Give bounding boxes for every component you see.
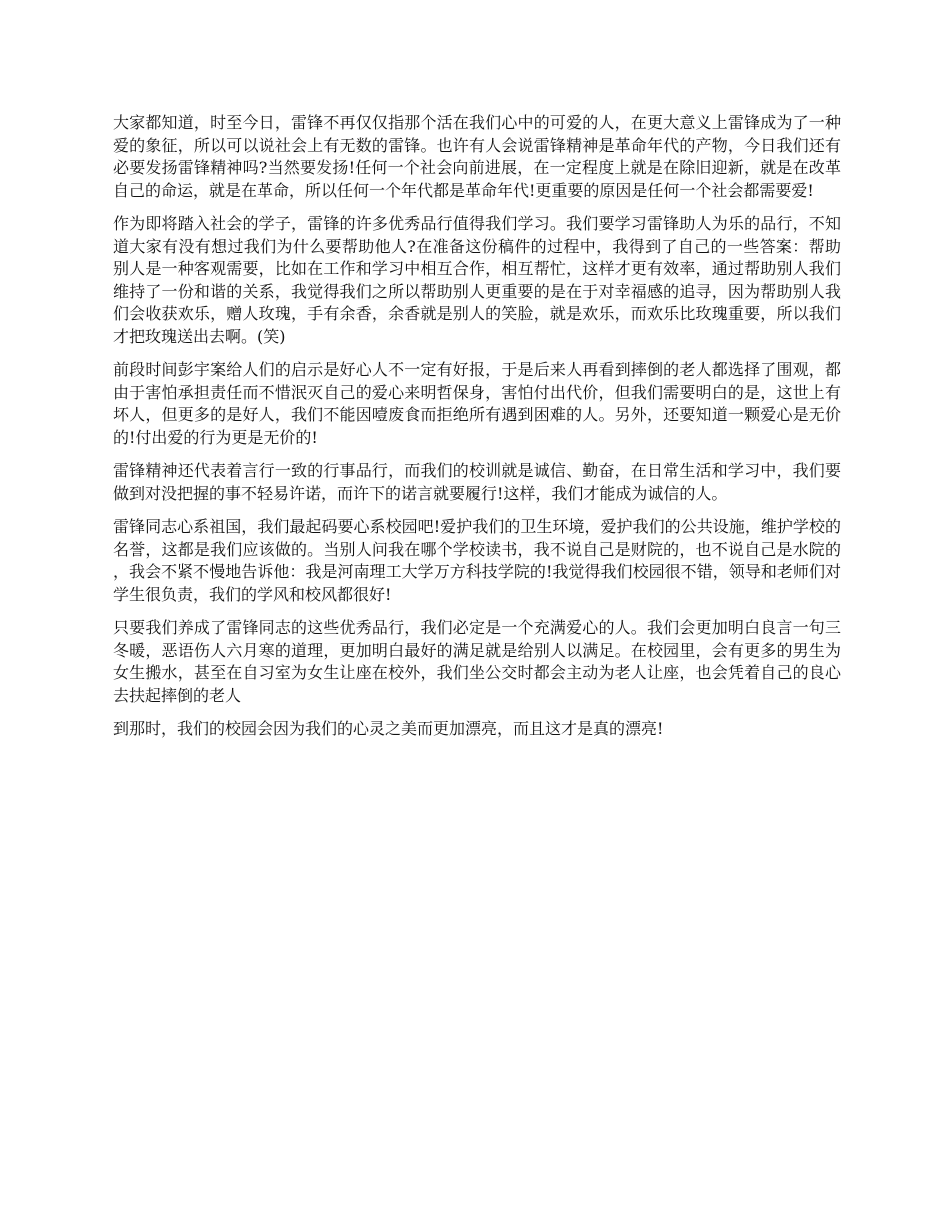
- paragraph-2: 作为即将踏入社会的学子，雷锋的许多优秀品行值得我们学习。我们要学习雷锋助人为乐的品行，不知道大家有没有想过我们为什么要帮助他人?在准备这份稿件的过程中，我得到了自己的一些答案：帮助别人是一种客观需要，比如在工作和学习中相互合作，相互帮忙，这样才更有效率，通过帮助别人我们维持了一份和谐的关系，我觉得我们之所以帮助别人更重要的是在于对幸福感的追寻，因为帮助别人我们会收获欢乐，赠人玫瑰，手有余香，余香就是别人的笑脸，就是欢乐，而欢乐比玫瑰重要，所以我们才把玫瑰送出去啊。(笑): [113, 214, 841, 346]
- paragraph-6: 只要我们养成了雷锋同志的这些优秀品行，我们必定是一个充满爱心的人。我们会更加明白良言一句三冬暖，恶语伤人六月寒的道理，更加明白最好的满足就是给别人以满足。在校园里，会有更多的男生为女生搬水，甚至在自习室为女生让座在校外，我们坐公交时都会主动为老人让座，也会凭着自己的良心去扶起摔倒的老人: [113, 618, 841, 705]
- paragraph-3: 前段时间彭宇案给人们的启示是好心人不一定有好报，于是后来人再看到摔倒的老人都选择了围观，都由于害怕承担责任而不惜泯灭自己的爱心来明哲保身，害怕付出代价，但我们需要明白的是，这世上有坏人，但更多的是好人，我们不能因噎废食而拒绝所有遇到困难的人。另外，还要知道一颗爱心是无价的!付出爱的行为更是无价的!: [113, 360, 841, 447]
- paragraph-7: 到那时，我们的校园会因为我们的心灵之美而更加漂亮，而且这才是真的漂亮!: [113, 719, 664, 738]
- paragraph-1: 大家都知道，时至今日，雷锋不再仅仅指那个活在我们心中的可爱的人，在更大意义上雷锋成为了一种爱的象征，所以可以说社会上有无数的雷锋。也许有人会说雷锋精神是革命年代的产物，今日我们还有必要发扬雷锋精神吗?当然要发扬!任何一个社会向前进展，在一定程度上就是在除旧迎新，就是在改革自己的命运，就是在革命，所以任何一个年代都是革命年代!更重要的原因是任何一个社会都需要爱!: [113, 113, 841, 200]
- paragraph-4: 雷锋精神还代表着言行一致的行事品行，而我们的校训就是诚信、勤奋，在日常生活和学习中，我们要做到对没把握的事不轻易许诺，而许下的诺言就要履行!这样，我们才能成为诚信的人。: [113, 461, 841, 503]
- paragraph-5: 雷锋同志心系祖国，我们最起码要心系校园吧!爱护我们的卫生环境，爱护我们的公共设施，维护学校的名誉，这都是我们应该做的。当别人问我在哪个学校读书，我不说自己是财院的，也不说自己是水院的，我会不紧不慢地告诉他：我是河南理工大学万方科技学院的!我觉得我们校园很不错，领导和老师们对学生很负责，我们的学风和校风都很好!: [113, 517, 841, 604]
- document-body: [113, 112, 841, 752]
